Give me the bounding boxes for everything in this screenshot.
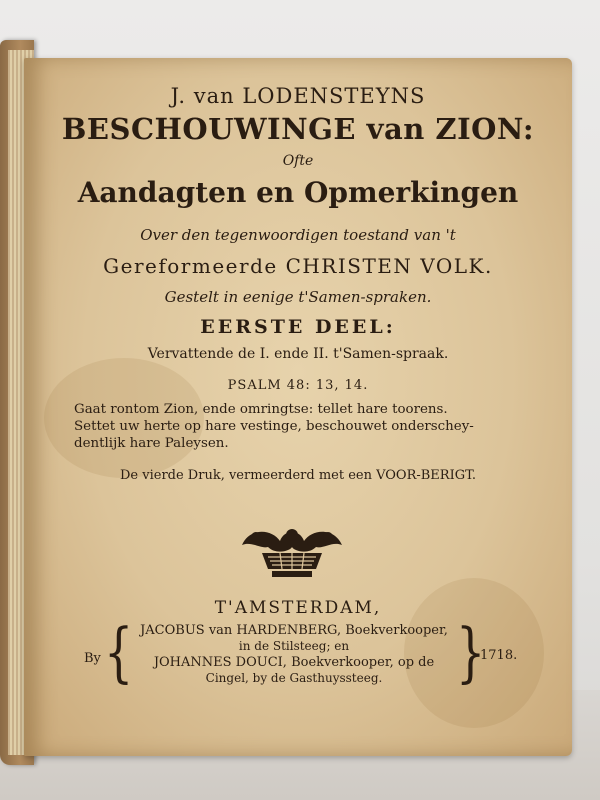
verse-line: Gaat rontom Zion, ende omringtse: tellet hare toorens. (74, 402, 448, 417)
place-of-publication: T'AMSTERDAM, (214, 598, 382, 618)
psalm-verse (74, 401, 524, 452)
imprint-by: By (84, 651, 101, 666)
title-conjunction: Ofte (282, 153, 314, 169)
right-brace-icon: } (456, 614, 486, 690)
address-1: in de Stilsteeg; en (238, 639, 350, 653)
subtitle-line-3: Gereformeerde CHRISTEN VOLK. (103, 254, 493, 278)
verse-line: dentlijk hare Paleysen. (74, 436, 229, 451)
printer-1: JACOBUS van HARDENBERG, Boekverkooper, (140, 623, 448, 638)
address-2: Cingel, by de Gasthuyssteeg. (205, 671, 383, 685)
psalm-reference: PSALM 48: 13, 14. (227, 378, 369, 393)
volume-contents: Vervattende de I. ende II. t'Samen-spraak. (147, 346, 449, 362)
left-brace-icon: { (104, 614, 134, 690)
volume-heading: EERSTE DEEL: (200, 316, 396, 338)
edition-note: De vierde Druk, vermeerderd met een VOOR-BERIGT. (120, 468, 476, 483)
printer-2: JOHANNES DOUCI, Boekverkooper, op de (153, 655, 435, 670)
title-page (24, 58, 572, 756)
subtitle: Aandagten en Opmerkingen (77, 176, 519, 209)
verse-line: Settet uw herte op hare vestinge, beschouwet onderschey- (74, 419, 474, 434)
subtitle-line-2: Over den tegenwoordigen toestand van 't (140, 226, 456, 244)
publication-year: 1718. (480, 648, 518, 663)
author-line: J. van LODENSTEYNS (170, 84, 426, 108)
main-title: BESCHOUWINGE van ZION: (61, 112, 535, 146)
imprint (84, 614, 518, 693)
subtitle-line-4: Gestelt in eenige t'Samen-spraken. (164, 288, 432, 306)
flower-basket-ornament-icon (232, 523, 352, 581)
